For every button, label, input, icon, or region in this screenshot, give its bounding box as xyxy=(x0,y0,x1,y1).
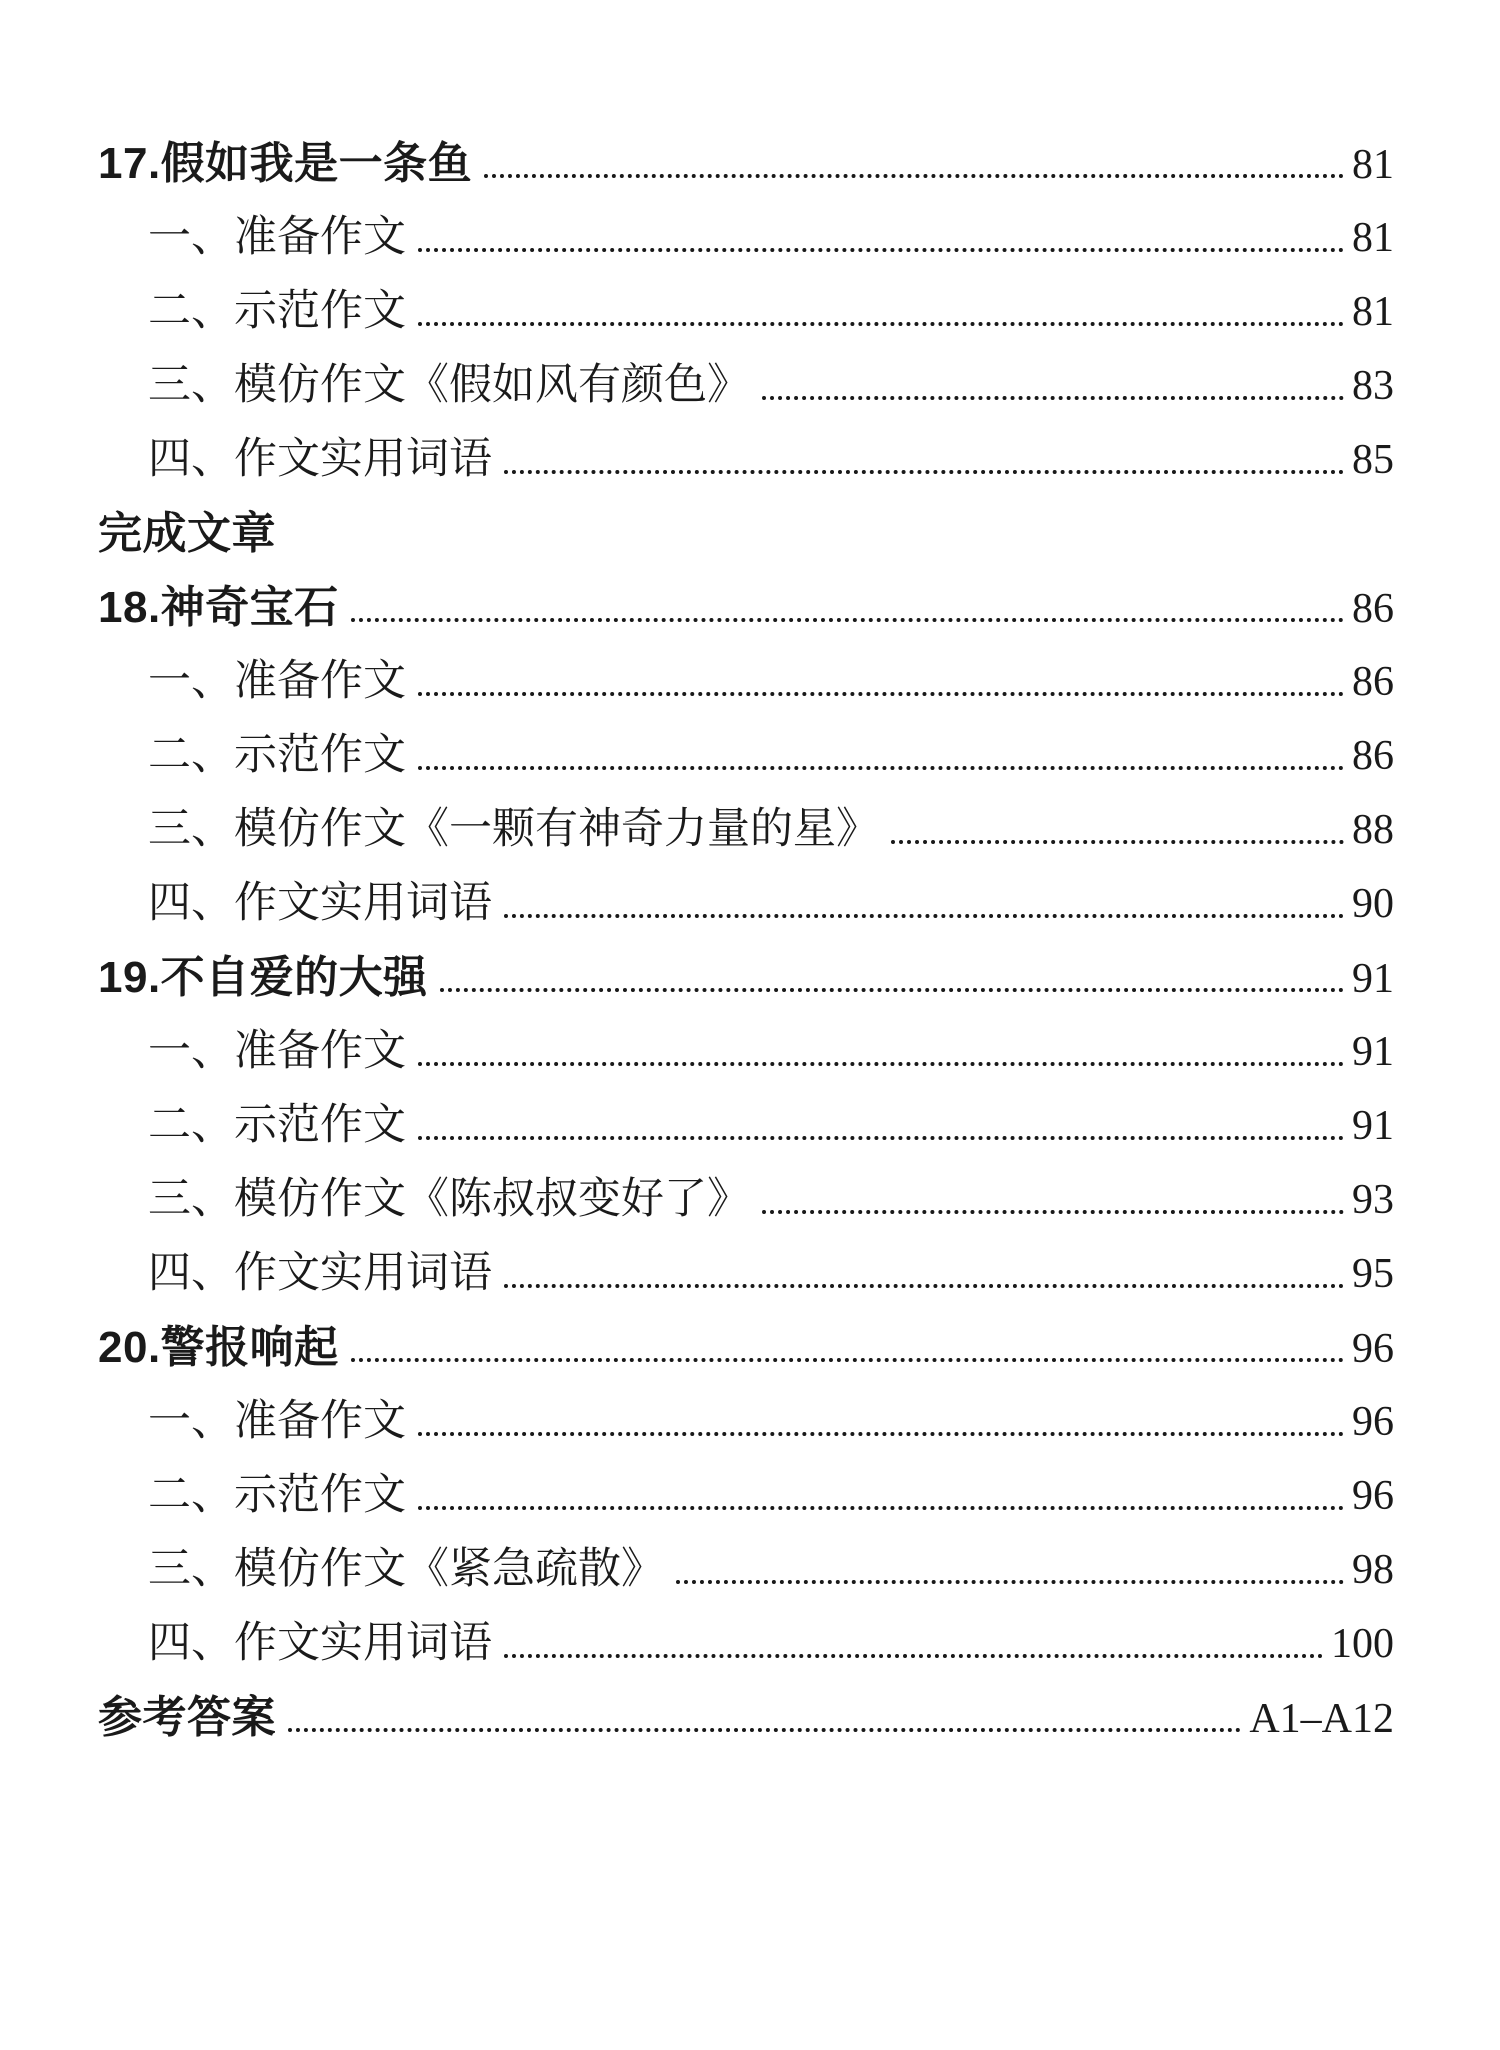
sub-entry-title: 一、准备作文 xyxy=(148,1028,406,1075)
toc-sub-row xyxy=(98,1548,1394,1594)
sub-entry-title: 四、作文实用词语 xyxy=(148,1250,492,1297)
dot-leader xyxy=(418,1062,1344,1066)
sub-entry-title: 二、示范作文 xyxy=(148,1472,406,1519)
toc-sub-row xyxy=(98,1104,1394,1150)
part-header-row xyxy=(98,509,1394,558)
dot-leader xyxy=(418,766,1344,770)
page-number: 81 xyxy=(1352,142,1394,188)
page-number: 81 xyxy=(1352,289,1394,335)
chapter-block xyxy=(98,1323,1394,1668)
toc-sub-row xyxy=(98,808,1394,854)
sub-entry-title: 四、作文实用词语 xyxy=(148,1620,492,1667)
dot-leader xyxy=(418,1432,1344,1436)
sub-entry-title: 二、示范作文 xyxy=(148,732,406,779)
part-header-title: 完成文章 xyxy=(98,509,276,558)
sub-entry-title: 一、准备作文 xyxy=(148,1398,406,1445)
sub-entry-title: 四、作文实用词语 xyxy=(148,436,492,483)
toc-sub-row xyxy=(98,1400,1394,1446)
sub-entry-title: 一、准备作文 xyxy=(148,658,406,705)
dot-leader xyxy=(418,1136,1344,1140)
sub-entry-title: 二、示范作文 xyxy=(148,1102,406,1149)
dot-leader xyxy=(288,1728,1241,1732)
chapter-block xyxy=(98,1693,1394,1742)
dot-leader xyxy=(504,1654,1323,1658)
toc-sub-row xyxy=(98,438,1394,484)
chapter-block xyxy=(98,583,1394,928)
toc-sub-row xyxy=(98,734,1394,780)
chapter-entry-title: 参考答案 xyxy=(98,1693,276,1742)
dot-leader xyxy=(484,174,1344,178)
dot-leader xyxy=(351,618,1344,622)
chapter-entry-title: 18.神奇宝石 xyxy=(98,583,339,632)
page-number: 88 xyxy=(1352,807,1394,853)
sub-entry-title: 一、准备作文 xyxy=(148,214,406,261)
page-number: 98 xyxy=(1352,1547,1394,1593)
dot-leader xyxy=(504,470,1344,474)
toc-sub-row xyxy=(98,1252,1394,1298)
dot-leader xyxy=(418,692,1344,696)
sub-entry-title: 四、作文实用词语 xyxy=(148,880,492,927)
toc-chapter-row xyxy=(98,139,1394,188)
toc-sub-row xyxy=(98,1030,1394,1076)
sub-entry-title: 三、模仿作文《一颗有神奇力量的星》 xyxy=(148,806,879,853)
toc-sub-row xyxy=(98,1474,1394,1520)
page-number: 96 xyxy=(1352,1473,1394,1519)
toc-sub-row xyxy=(98,882,1394,928)
page-number: 93 xyxy=(1352,1177,1394,1223)
page-number: 86 xyxy=(1352,659,1394,705)
dot-leader xyxy=(504,914,1344,918)
toc-sub-row xyxy=(98,216,1394,262)
page-number: 83 xyxy=(1352,363,1394,409)
dot-leader xyxy=(418,1506,1344,1510)
page-number: 91 xyxy=(1352,1103,1394,1149)
page-number: 95 xyxy=(1352,1251,1394,1297)
chapter-entry-title: 19.不自爱的大强 xyxy=(98,953,428,1002)
dot-leader xyxy=(418,248,1344,252)
toc-sub-row xyxy=(98,290,1394,336)
dot-leader xyxy=(762,396,1344,400)
dot-leader xyxy=(418,322,1344,326)
sub-entry-title: 三、模仿作文《紧急疏散》 xyxy=(148,1546,664,1593)
chapter-block xyxy=(98,139,1394,484)
page-number: 90 xyxy=(1352,881,1394,927)
sub-entry-title: 三、模仿作文《假如风有颜色》 xyxy=(148,362,750,409)
dot-leader xyxy=(891,840,1344,844)
dot-leader xyxy=(676,1580,1344,1584)
page-number: 100 xyxy=(1331,1621,1394,1667)
page-number: 86 xyxy=(1352,733,1394,779)
part-header-block xyxy=(98,509,1394,558)
sub-entry-title: 二、示范作文 xyxy=(148,288,406,335)
toc-list xyxy=(98,139,1394,1742)
page-number: 85 xyxy=(1352,437,1394,483)
chapter-block xyxy=(98,953,1394,1298)
toc-sub-row xyxy=(98,1622,1394,1668)
toc-chapter-row xyxy=(98,953,1394,1002)
toc-chapter-row xyxy=(98,1323,1394,1372)
page-number: 91 xyxy=(1352,1029,1394,1075)
page-number: 96 xyxy=(1352,1399,1394,1445)
page-number: 91 xyxy=(1352,956,1394,1002)
toc-chapter-row xyxy=(98,583,1394,632)
page-number: 81 xyxy=(1352,215,1394,261)
page-number: A1–A12 xyxy=(1249,1696,1394,1742)
dot-leader xyxy=(504,1284,1344,1288)
sub-entry-title: 三、模仿作文《陈叔叔变好了》 xyxy=(148,1176,750,1223)
toc-sub-row xyxy=(98,364,1394,410)
dot-leader xyxy=(440,988,1344,992)
dot-leader xyxy=(762,1210,1344,1214)
chapter-entry-title: 17.假如我是一条鱼 xyxy=(98,139,473,188)
dot-leader xyxy=(351,1358,1344,1362)
page-number: 86 xyxy=(1352,586,1394,632)
toc-sub-row xyxy=(98,660,1394,706)
toc-sub-row xyxy=(98,1178,1394,1224)
toc-chapter-row xyxy=(98,1693,1394,1742)
page-number: 96 xyxy=(1352,1326,1394,1372)
chapter-entry-title: 20.警报响起 xyxy=(98,1323,339,1372)
